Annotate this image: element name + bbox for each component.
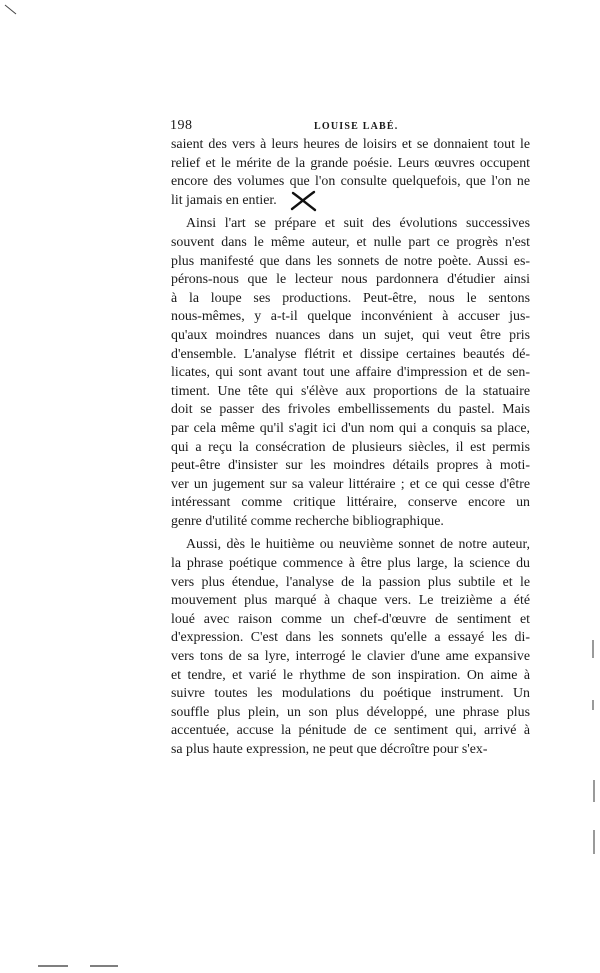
text-line: timent. Une tête qui s'élève aux proportions de la statuaire: [171, 383, 530, 399]
text-line: suivre toutes les modulations du poétique instrument. Un: [171, 686, 530, 702]
text-line: licates, qui sont avant tout une affaire d'impression et de sen-: [171, 365, 530, 381]
page-edge-mark: [592, 700, 594, 710]
text-line: qu'aux moindres nuances dans un sujet, qui veut être pris: [171, 327, 530, 343]
text-line: et tendre, et varié le rhythme de son inspiration. On aime à: [171, 667, 530, 683]
text-line: à la loupe ses productions. Peut-être, nous le sentons: [171, 290, 530, 306]
text-line: accentuée, accuse la pénitude de ce sentiment qui, arrivé à: [171, 723, 530, 739]
paragraph: [171, 136, 530, 210]
text-line: vers tons de sa lyre, interrogé le clavier d'une ame expansive: [171, 649, 530, 665]
text-line: qui a reçu la consécration de plusieurs siècles, il est permis: [171, 439, 530, 455]
corner-tick-mark-icon: [4, 4, 18, 16]
text-line: doit se passer des frivoles embellissements du pastel. Mais: [171, 402, 530, 418]
page-edge-mark: [593, 830, 595, 854]
text-line: d'ensemble. L'analyse flétrit et dissipe certaines beautés dé-: [171, 346, 530, 362]
page-header: [170, 118, 530, 134]
page-number: 198: [170, 118, 193, 133]
text-line: Ainsi l'art se prépare et suit des évolutions successives: [186, 216, 530, 232]
text-line: plus manifesté que dans les sonnets de notre poète. Aussi es-: [171, 253, 530, 269]
text-line: la phrase poétique commence à être plus large, la science du: [171, 556, 530, 572]
page-edge-mark: [592, 640, 594, 658]
text-line: souffle plus plein, un son plus développé, une phrase plus: [171, 704, 530, 720]
scan-edge-dashes: [38, 963, 188, 969]
text-line: souvent dans le même auteur, et nulle part ce progrès n'est: [171, 234, 530, 250]
page-edge-mark: [593, 780, 595, 802]
running-title: LOUISE LABÉ.: [314, 121, 399, 132]
text-line: saient des vers à leurs heures de loisirs et se donnaient tout le: [171, 137, 530, 152]
handwritten-cross-mark-icon: [290, 190, 318, 212]
text-line: sa plus haute expression, ne peut que décroître pour s'ex-: [171, 742, 488, 757]
text-line: genre d'utilité comme recherche bibliographique.: [171, 513, 444, 529]
paragraph: [171, 215, 530, 531]
text-line: Aussi, dès le huitième ou neuvième sonnet de notre auteur,: [186, 537, 530, 553]
text-line: ver un jugement sur sa valeur littéraire ; et ce qui cesse d'être: [171, 476, 530, 492]
text-line: lit jamais en entier.: [171, 192, 277, 208]
text-line: nous-mêmes, y a-t-il quelque inconvénient à accuser jus-: [171, 309, 530, 325]
paragraph: [171, 536, 530, 759]
text-line: pérons-nous que le lecteur nous pardonnera d'étudier ainsi: [171, 272, 530, 288]
text-line: peut-être d'insister sur les moindres détails propres à moti-: [171, 458, 530, 474]
text-line: vers plus étendue, l'analyse de la passion plus subtile et le: [171, 574, 530, 590]
text-line: mouvement plus marqué à chaque vers. Le treizième a été: [171, 593, 530, 609]
page-body-text: [171, 136, 530, 760]
text-line: loué avec raison comme un chef-d'œuvre de sentiment et: [171, 611, 530, 627]
text-line: relief et le mérite de la grande poésie. Leurs œuvres occupent: [171, 155, 530, 171]
text-line: d'expression. C'est dans les sonnets qu'elle a essayé les di-: [171, 630, 530, 646]
text-line: intéressant comme critique littéraire, conserve encore un: [171, 495, 530, 511]
text-line: par cela même qu'il s'agit ici d'un nom qui a conquis sa place,: [171, 420, 530, 436]
text-line: encore des volumes que l'on consulte quelquefois, que l'on ne: [171, 174, 530, 190]
